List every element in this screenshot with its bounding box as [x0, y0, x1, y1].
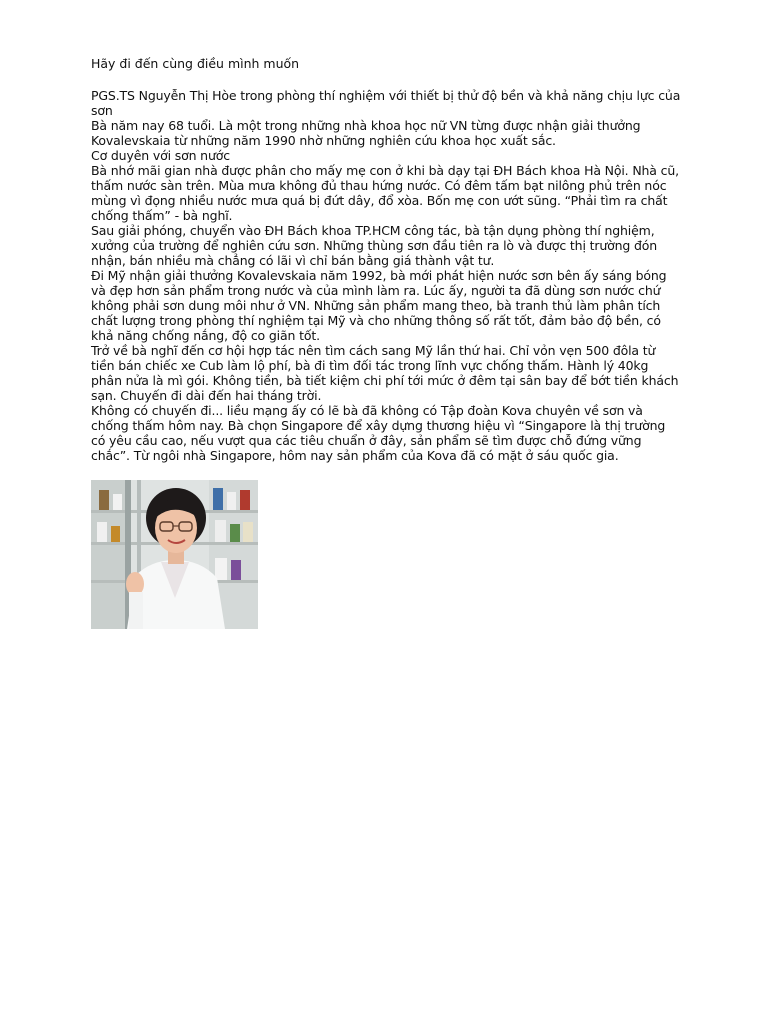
- portrait-photo-icon: [91, 480, 258, 629]
- caption-paragraph: PGS.TS Nguyễn Thị Hòe trong phòng thí nghiệm với thiết bị thử độ bền và khả năng chịu lực của sơn: [91, 88, 681, 118]
- document-title: Hãy đi đến cùng điều mình muốn: [91, 56, 300, 71]
- body-paragraph: Không có chuyến đi... liều mạng ấy có lẽ bà đã không có Tập đoàn Kova chuyên về sơn và chống thấm hôm nay. Bà chọn Singapore để xây dựng thương hiệu vì “Singapore là thị trường có yêu cầu cao, nếu vượt qua các tiêu chuẩn ở đây, sản phẩm sẽ tìm được chỗ đứng vững chắc”. Từ ngôi nhà Singapore, hôm nay sản phẩm của Kova đã có mặt ở sáu quốc gia.: [91, 403, 666, 463]
- document-body: [91, 56, 681, 463]
- portrait-photo: [91, 480, 258, 629]
- body-paragraph: Đi Mỹ nhận giải thưởng Kovalevskaia năm 1992, bà mới phát hiện nước sơn bên ấy sáng bóng và đẹp hơn sản phẩm trong nước và của mình làm ra. Lúc ấy, người ta đã dùng sơn nước chứ không phải sơn dung môi như ở VN. Những sản phẩm mang theo, bà tranh thủ làm phân tích chất lượng trong phòng thí nghiệm tại Mỹ và cho những thông số rất tốt, đảm bảo độ bền, có khả năng chống nắng, độ co giãn tốt.: [91, 268, 667, 343]
- intro-paragraph: Bà năm nay 68 tuổi. Là một trong những nhà khoa học nữ VN từng được nhận giải thưởng Kovalevskaia từ những năm 1990 nhờ những nghiên cứu khoa học xuất sắc.: [91, 118, 641, 148]
- body-paragraph: Bà nhớ mãi gian nhà được phân cho mấy mẹ con ở khi bà dạy tại ĐH Bách khoa Hà Nội. Nhà cũ, thấm nước sàn trên. Mùa mưa không đủ thau hứng nước. Có đêm tấm bạt nilông phủ trên nóc mùng vì đọng nhiều nước mưa quá bị đứt dây, đổ xòa. Bốn mẹ con ướt sũng. “Phải tìm ra chất chống thấm” - bà nghĩ.: [91, 163, 679, 223]
- body-paragraph: Trở về bà nghĩ đến cơ hội hợp tác nên tìm cách sang Mỹ lần thứ hai. Chỉ vỏn vẹn 500 đôla từ tiền bán chiếc xe Cub làm lộ phí, bà đi tìm đối tác trong lĩnh vực chống thấm. Hành lý 40kg phân nửa là mì gói. Không tiền, bà tiết kiệm chi phí tới mức ở đêm tại sân bay để bớt tiền khách sạn. Chuyến đi dài đến hai tháng trời.: [91, 343, 679, 403]
- section-heading: Cơ duyên với sơn nước: [91, 148, 230, 163]
- body-paragraph: Sau giải phóng, chuyển vào ĐH Bách khoa TP.HCM công tác, bà tận dụng phòng thí nghiệm, xưởng của trường để nghiên cứu sơn. Những thùng sơn đầu tiên ra lò và được thị trường đón nhận, bán nhiều mà chẳng có lãi vì chỉ bán bằng giá thành vật tư.: [91, 223, 658, 268]
